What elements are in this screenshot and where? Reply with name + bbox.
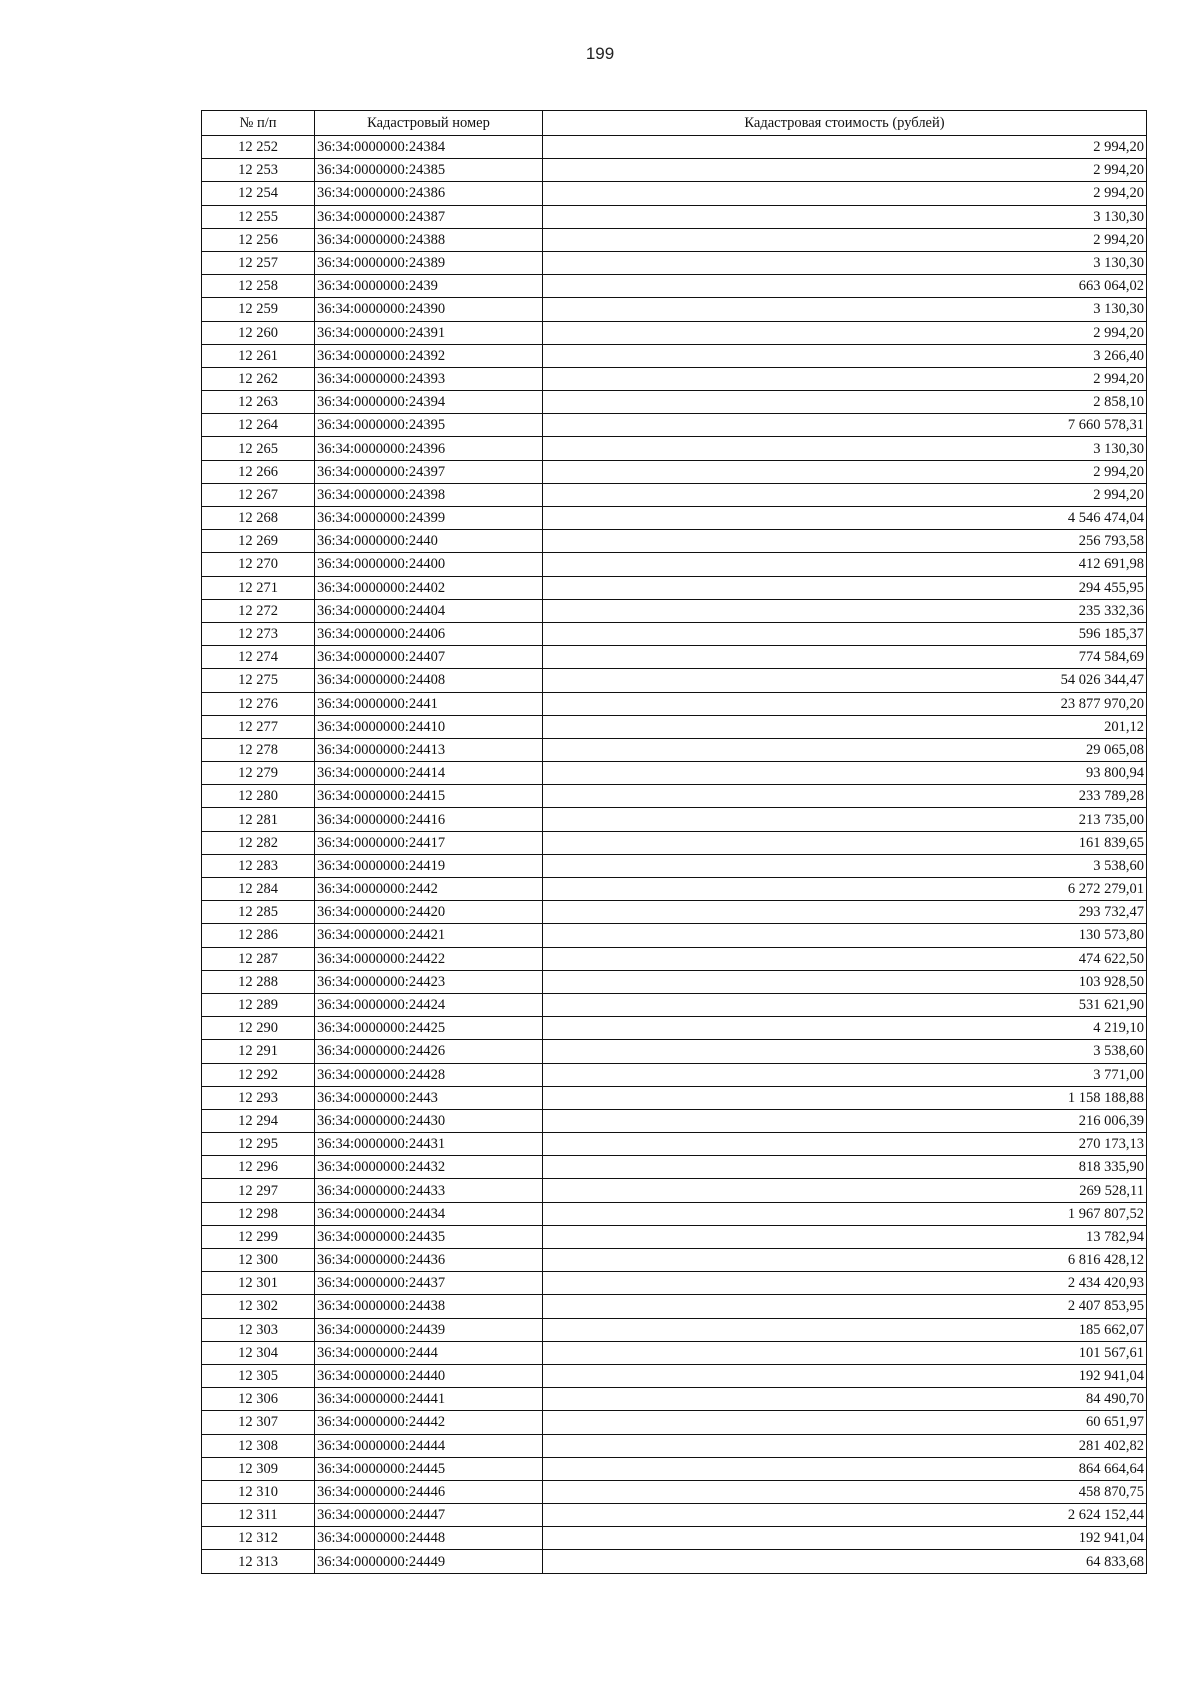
row-number-cell: 12 310 bbox=[202, 1480, 315, 1503]
cadastral-number-cell: 36:34:0000000:24430 bbox=[315, 1109, 543, 1132]
cadastral-number-cell: 36:34:0000000:24417 bbox=[315, 831, 543, 854]
row-number-cell: 12 304 bbox=[202, 1341, 315, 1364]
cadastral-number-cell: 36:34:0000000:24435 bbox=[315, 1225, 543, 1248]
column-header-cadastral-value: Кадастровая стоимость (рублей) bbox=[543, 111, 1147, 136]
cadastral-value-cell: 13 782,94 bbox=[543, 1225, 1147, 1248]
cadastral-value-cell: 103 928,50 bbox=[543, 970, 1147, 993]
cadastral-value-table bbox=[201, 110, 1147, 1574]
cadastral-number-cell: 36:34:0000000:24431 bbox=[315, 1133, 543, 1156]
cadastral-number-cell: 36:34:0000000:2440 bbox=[315, 530, 543, 553]
row-number-cell: 12 272 bbox=[202, 599, 315, 622]
table-row bbox=[202, 692, 1147, 715]
table-row bbox=[202, 970, 1147, 993]
cadastral-number-cell: 36:34:0000000:24407 bbox=[315, 646, 543, 669]
row-number-cell: 12 255 bbox=[202, 205, 315, 228]
row-number-cell: 12 252 bbox=[202, 136, 315, 159]
cadastral-value-cell: 864 664,64 bbox=[543, 1457, 1147, 1480]
table-row bbox=[202, 715, 1147, 738]
row-number-cell: 12 296 bbox=[202, 1156, 315, 1179]
table-body bbox=[202, 136, 1147, 1574]
row-number-cell: 12 297 bbox=[202, 1179, 315, 1202]
cadastral-value-cell: 185 662,07 bbox=[543, 1318, 1147, 1341]
cadastral-value-cell: 474 622,50 bbox=[543, 947, 1147, 970]
row-number-cell: 12 266 bbox=[202, 460, 315, 483]
cadastral-number-cell: 36:34:0000000:24425 bbox=[315, 1017, 543, 1040]
table-row bbox=[202, 1388, 1147, 1411]
cadastral-value-cell: 663 064,02 bbox=[543, 275, 1147, 298]
row-number-cell: 12 258 bbox=[202, 275, 315, 298]
row-number-cell: 12 268 bbox=[202, 507, 315, 530]
cadastral-number-cell: 36:34:0000000:24420 bbox=[315, 901, 543, 924]
cadastral-value-cell: 233 789,28 bbox=[543, 785, 1147, 808]
row-number-cell: 12 281 bbox=[202, 808, 315, 831]
cadastral-value-cell: 3 130,30 bbox=[543, 205, 1147, 228]
row-number-cell: 12 271 bbox=[202, 576, 315, 599]
table-row bbox=[202, 947, 1147, 970]
page-number: 199 bbox=[585, 44, 615, 63]
row-number-cell: 12 262 bbox=[202, 367, 315, 390]
column-header-cadastral-number: Кадастровый номер bbox=[315, 111, 543, 136]
cadastral-value-cell: 256 793,58 bbox=[543, 530, 1147, 553]
table-row bbox=[202, 182, 1147, 205]
cadastral-value-cell: 2 434 420,93 bbox=[543, 1272, 1147, 1295]
table-row bbox=[202, 298, 1147, 321]
cadastral-value-cell: 7 660 578,31 bbox=[543, 414, 1147, 437]
cadastral-value-cell: 293 732,47 bbox=[543, 901, 1147, 924]
table-row bbox=[202, 1063, 1147, 1086]
table-header-row bbox=[202, 111, 1147, 136]
cadastral-number-cell: 36:34:0000000:24398 bbox=[315, 483, 543, 506]
table-row bbox=[202, 1249, 1147, 1272]
row-number-cell: 12 261 bbox=[202, 344, 315, 367]
cadastral-value-cell: 2 994,20 bbox=[543, 228, 1147, 251]
cadastral-value-cell: 93 800,94 bbox=[543, 762, 1147, 785]
table-row bbox=[202, 599, 1147, 622]
row-number-cell: 12 298 bbox=[202, 1202, 315, 1225]
row-number-cell: 12 311 bbox=[202, 1504, 315, 1527]
table-row bbox=[202, 1457, 1147, 1480]
cadastral-number-cell: 36:34:0000000:24449 bbox=[315, 1550, 543, 1573]
row-number-cell: 12 287 bbox=[202, 947, 315, 970]
cadastral-value-cell: 294 455,95 bbox=[543, 576, 1147, 599]
cadastral-value-cell: 201,12 bbox=[543, 715, 1147, 738]
cadastral-number-cell: 36:34:0000000:2441 bbox=[315, 692, 543, 715]
row-number-cell: 12 293 bbox=[202, 1086, 315, 1109]
cadastral-number-cell: 36:34:0000000:24402 bbox=[315, 576, 543, 599]
table-row bbox=[202, 205, 1147, 228]
table-row bbox=[202, 251, 1147, 274]
table-row bbox=[202, 437, 1147, 460]
cadastral-number-cell: 36:34:0000000:24448 bbox=[315, 1527, 543, 1550]
table-header bbox=[202, 111, 1147, 136]
row-number-cell: 12 259 bbox=[202, 298, 315, 321]
table-row bbox=[202, 762, 1147, 785]
cadastral-value-cell: 596 185,37 bbox=[543, 622, 1147, 645]
table-row bbox=[202, 785, 1147, 808]
cadastral-value-cell: 1 158 188,88 bbox=[543, 1086, 1147, 1109]
table-row bbox=[202, 1527, 1147, 1550]
row-number-cell: 12 256 bbox=[202, 228, 315, 251]
cadastral-number-cell: 36:34:0000000:24433 bbox=[315, 1179, 543, 1202]
cadastral-number-cell: 36:34:0000000:24396 bbox=[315, 437, 543, 460]
row-number-cell: 12 286 bbox=[202, 924, 315, 947]
cadastral-value-cell: 818 335,90 bbox=[543, 1156, 1147, 1179]
cadastral-value-cell: 84 490,70 bbox=[543, 1388, 1147, 1411]
row-number-cell: 12 264 bbox=[202, 414, 315, 437]
row-number-cell: 12 274 bbox=[202, 646, 315, 669]
row-number-cell: 12 289 bbox=[202, 993, 315, 1016]
table-row bbox=[202, 1156, 1147, 1179]
cadastral-value-cell: 60 651,97 bbox=[543, 1411, 1147, 1434]
row-number-cell: 12 294 bbox=[202, 1109, 315, 1132]
row-number-cell: 12 276 bbox=[202, 692, 315, 715]
cadastral-value-cell: 270 173,13 bbox=[543, 1133, 1147, 1156]
cadastral-number-cell: 36:34:0000000:24421 bbox=[315, 924, 543, 947]
cadastral-number-cell: 36:34:0000000:24419 bbox=[315, 854, 543, 877]
cadastral-number-cell: 36:34:0000000:24444 bbox=[315, 1434, 543, 1457]
table-row bbox=[202, 1086, 1147, 1109]
row-number-cell: 12 285 bbox=[202, 901, 315, 924]
cadastral-number-cell: 36:34:0000000:2442 bbox=[315, 878, 543, 901]
table-row bbox=[202, 1550, 1147, 1573]
cadastral-value-cell: 54 026 344,47 bbox=[543, 669, 1147, 692]
table-row bbox=[202, 228, 1147, 251]
table-row bbox=[202, 1364, 1147, 1387]
row-number-cell: 12 280 bbox=[202, 785, 315, 808]
row-number-cell: 12 284 bbox=[202, 878, 315, 901]
cadastral-number-cell: 36:34:0000000:24394 bbox=[315, 391, 543, 414]
cadastral-value-cell: 3 538,60 bbox=[543, 854, 1147, 877]
cadastral-value-cell: 2 858,10 bbox=[543, 391, 1147, 414]
cadastral-value-cell: 161 839,65 bbox=[543, 831, 1147, 854]
cadastral-value-cell: 216 006,39 bbox=[543, 1109, 1147, 1132]
cadastral-number-cell: 36:34:0000000:24423 bbox=[315, 970, 543, 993]
cadastral-number-cell: 36:34:0000000:24395 bbox=[315, 414, 543, 437]
cadastral-value-cell: 2 994,20 bbox=[543, 136, 1147, 159]
cadastral-value-cell: 2 994,20 bbox=[543, 460, 1147, 483]
row-number-cell: 12 260 bbox=[202, 321, 315, 344]
cadastral-value-cell: 774 584,69 bbox=[543, 646, 1147, 669]
table-row bbox=[202, 1434, 1147, 1457]
cadastral-number-cell: 36:34:0000000:24400 bbox=[315, 553, 543, 576]
table-row bbox=[202, 808, 1147, 831]
cadastral-number-cell: 36:34:0000000:24440 bbox=[315, 1364, 543, 1387]
row-number-cell: 12 307 bbox=[202, 1411, 315, 1434]
cadastral-value-cell: 3 771,00 bbox=[543, 1063, 1147, 1086]
table-row bbox=[202, 1411, 1147, 1434]
cadastral-number-cell: 36:34:0000000:24387 bbox=[315, 205, 543, 228]
row-number-cell: 12 295 bbox=[202, 1133, 315, 1156]
row-number-cell: 12 300 bbox=[202, 1249, 315, 1272]
cadastral-value-cell: 235 332,36 bbox=[543, 599, 1147, 622]
table-row bbox=[202, 159, 1147, 182]
table-row bbox=[202, 1272, 1147, 1295]
row-number-cell: 12 309 bbox=[202, 1457, 315, 1480]
table-row bbox=[202, 924, 1147, 947]
table-row bbox=[202, 1202, 1147, 1225]
cadastral-value-cell: 458 870,75 bbox=[543, 1480, 1147, 1503]
cadastral-number-cell: 36:34:0000000:24410 bbox=[315, 715, 543, 738]
cadastral-value-cell: 3 538,60 bbox=[543, 1040, 1147, 1063]
cadastral-number-cell: 36:34:0000000:24385 bbox=[315, 159, 543, 182]
cadastral-number-cell: 36:34:0000000:24414 bbox=[315, 762, 543, 785]
cadastral-value-cell: 2 624 152,44 bbox=[543, 1504, 1147, 1527]
cadastral-number-cell: 36:34:0000000:24408 bbox=[315, 669, 543, 692]
cadastral-value-cell: 4 219,10 bbox=[543, 1017, 1147, 1040]
cadastral-value-cell: 192 941,04 bbox=[543, 1364, 1147, 1387]
table-row bbox=[202, 831, 1147, 854]
cadastral-number-cell: 36:34:0000000:24399 bbox=[315, 507, 543, 530]
table-row bbox=[202, 136, 1147, 159]
cadastral-number-cell: 36:34:0000000:24439 bbox=[315, 1318, 543, 1341]
row-number-cell: 12 257 bbox=[202, 251, 315, 274]
row-number-cell: 12 279 bbox=[202, 762, 315, 785]
table-row bbox=[202, 1295, 1147, 1318]
row-number-cell: 12 305 bbox=[202, 1364, 315, 1387]
table-row bbox=[202, 414, 1147, 437]
table-row bbox=[202, 321, 1147, 344]
table-row bbox=[202, 275, 1147, 298]
cadastral-number-cell: 36:34:0000000:24390 bbox=[315, 298, 543, 321]
cadastral-value-cell: 1 967 807,52 bbox=[543, 1202, 1147, 1225]
row-number-cell: 12 267 bbox=[202, 483, 315, 506]
row-number-cell: 12 308 bbox=[202, 1434, 315, 1457]
cadastral-value-cell: 101 567,61 bbox=[543, 1341, 1147, 1364]
cadastral-value-cell: 3 130,30 bbox=[543, 437, 1147, 460]
table-row bbox=[202, 1040, 1147, 1063]
cadastral-number-cell: 36:34:0000000:2443 bbox=[315, 1086, 543, 1109]
table-row bbox=[202, 878, 1147, 901]
cadastral-number-cell: 36:34:0000000:24426 bbox=[315, 1040, 543, 1063]
cadastral-number-cell: 36:34:0000000:24384 bbox=[315, 136, 543, 159]
row-number-cell: 12 303 bbox=[202, 1318, 315, 1341]
row-number-cell: 12 306 bbox=[202, 1388, 315, 1411]
cadastral-number-cell: 36:34:0000000:24424 bbox=[315, 993, 543, 1016]
row-number-cell: 12 299 bbox=[202, 1225, 315, 1248]
row-number-cell: 12 263 bbox=[202, 391, 315, 414]
cadastral-value-cell: 6 816 428,12 bbox=[543, 1249, 1147, 1272]
table-row bbox=[202, 854, 1147, 877]
table-row bbox=[202, 738, 1147, 761]
cadastral-value-cell: 3 130,30 bbox=[543, 298, 1147, 321]
cadastral-number-cell: 36:34:0000000:24404 bbox=[315, 599, 543, 622]
cadastral-value-cell: 29 065,08 bbox=[543, 738, 1147, 761]
row-number-cell: 12 302 bbox=[202, 1295, 315, 1318]
table-row bbox=[202, 1504, 1147, 1527]
cadastral-value-cell: 64 833,68 bbox=[543, 1550, 1147, 1573]
row-number-cell: 12 253 bbox=[202, 159, 315, 182]
table-row bbox=[202, 1318, 1147, 1341]
table-row bbox=[202, 646, 1147, 669]
cadastral-number-cell: 36:34:0000000:24413 bbox=[315, 738, 543, 761]
table-row bbox=[202, 1480, 1147, 1503]
table-row bbox=[202, 1225, 1147, 1248]
cadastral-number-cell: 36:34:0000000:24397 bbox=[315, 460, 543, 483]
cadastral-number-cell: 36:34:0000000:24441 bbox=[315, 1388, 543, 1411]
row-number-cell: 12 301 bbox=[202, 1272, 315, 1295]
cadastral-number-cell: 36:34:0000000:24438 bbox=[315, 1295, 543, 1318]
cadastral-number-cell: 36:34:0000000:24432 bbox=[315, 1156, 543, 1179]
cadastral-number-cell: 36:34:0000000:24393 bbox=[315, 367, 543, 390]
cadastral-value-cell: 2 994,20 bbox=[543, 483, 1147, 506]
table-row bbox=[202, 901, 1147, 924]
table-row bbox=[202, 391, 1147, 414]
cadastral-value-cell: 4 546 474,04 bbox=[543, 507, 1147, 530]
table-row bbox=[202, 530, 1147, 553]
row-number-cell: 12 270 bbox=[202, 553, 315, 576]
table-row bbox=[202, 669, 1147, 692]
cadastral-number-cell: 36:34:0000000:24428 bbox=[315, 1063, 543, 1086]
table-row bbox=[202, 993, 1147, 1016]
cadastral-value-cell: 130 573,80 bbox=[543, 924, 1147, 947]
column-header-row-number: № п/п bbox=[202, 111, 315, 136]
cadastral-value-cell: 2 407 853,95 bbox=[543, 1295, 1147, 1318]
cadastral-number-cell: 36:34:0000000:24391 bbox=[315, 321, 543, 344]
cadastral-value-cell: 269 528,11 bbox=[543, 1179, 1147, 1202]
table-row bbox=[202, 1133, 1147, 1156]
cadastral-value-cell: 192 941,04 bbox=[543, 1527, 1147, 1550]
table-row bbox=[202, 367, 1147, 390]
row-number-cell: 12 269 bbox=[202, 530, 315, 553]
cadastral-value-cell: 281 402,82 bbox=[543, 1434, 1147, 1457]
row-number-cell: 12 277 bbox=[202, 715, 315, 738]
row-number-cell: 12 290 bbox=[202, 1017, 315, 1040]
cadastral-value-cell: 2 994,20 bbox=[543, 321, 1147, 344]
row-number-cell: 12 265 bbox=[202, 437, 315, 460]
cadastral-number-cell: 36:34:0000000:24386 bbox=[315, 182, 543, 205]
cadastral-value-cell: 531 621,90 bbox=[543, 993, 1147, 1016]
cadastral-number-cell: 36:34:0000000:24437 bbox=[315, 1272, 543, 1295]
table-row bbox=[202, 553, 1147, 576]
table-row bbox=[202, 1341, 1147, 1364]
row-number-cell: 12 288 bbox=[202, 970, 315, 993]
cadastral-number-cell: 36:34:0000000:2439 bbox=[315, 275, 543, 298]
cadastral-value-cell: 23 877 970,20 bbox=[543, 692, 1147, 715]
cadastral-number-cell: 36:34:0000000:24446 bbox=[315, 1480, 543, 1503]
cadastral-number-cell: 36:34:0000000:24388 bbox=[315, 228, 543, 251]
cadastral-number-cell: 36:34:0000000:24445 bbox=[315, 1457, 543, 1480]
table-row bbox=[202, 1017, 1147, 1040]
row-number-cell: 12 292 bbox=[202, 1063, 315, 1086]
row-number-cell: 12 282 bbox=[202, 831, 315, 854]
cadastral-number-cell: 36:34:0000000:24392 bbox=[315, 344, 543, 367]
cadastral-value-cell: 2 994,20 bbox=[543, 159, 1147, 182]
table-row bbox=[202, 576, 1147, 599]
table-row bbox=[202, 344, 1147, 367]
cadastral-value-cell: 213 735,00 bbox=[543, 808, 1147, 831]
cadastral-value-cell: 2 994,20 bbox=[543, 182, 1147, 205]
cadastral-value-cell: 412 691,98 bbox=[543, 553, 1147, 576]
table-row bbox=[202, 1179, 1147, 1202]
table-row bbox=[202, 507, 1147, 530]
cadastral-number-cell: 36:34:0000000:24447 bbox=[315, 1504, 543, 1527]
table-row bbox=[202, 1109, 1147, 1132]
cadastral-number-cell: 36:34:0000000:2444 bbox=[315, 1341, 543, 1364]
cadastral-number-cell: 36:34:0000000:24442 bbox=[315, 1411, 543, 1434]
row-number-cell: 12 254 bbox=[202, 182, 315, 205]
table-row bbox=[202, 622, 1147, 645]
row-number-cell: 12 275 bbox=[202, 669, 315, 692]
row-number-cell: 12 291 bbox=[202, 1040, 315, 1063]
cadastral-value-cell: 6 272 279,01 bbox=[543, 878, 1147, 901]
cadastral-number-cell: 36:34:0000000:24406 bbox=[315, 622, 543, 645]
row-number-cell: 12 278 bbox=[202, 738, 315, 761]
cadastral-value-cell: 2 994,20 bbox=[543, 367, 1147, 390]
table-row bbox=[202, 483, 1147, 506]
table-row bbox=[202, 460, 1147, 483]
row-number-cell: 12 283 bbox=[202, 854, 315, 877]
cadastral-value-cell: 3 266,40 bbox=[543, 344, 1147, 367]
row-number-cell: 12 273 bbox=[202, 622, 315, 645]
cadastral-number-cell: 36:34:0000000:24415 bbox=[315, 785, 543, 808]
row-number-cell: 12 313 bbox=[202, 1550, 315, 1573]
cadastral-number-cell: 36:34:0000000:24436 bbox=[315, 1249, 543, 1272]
row-number-cell: 12 312 bbox=[202, 1527, 315, 1550]
cadastral-value-cell: 3 130,30 bbox=[543, 251, 1147, 274]
cadastral-number-cell: 36:34:0000000:24422 bbox=[315, 947, 543, 970]
cadastral-number-cell: 36:34:0000000:24434 bbox=[315, 1202, 543, 1225]
cadastral-number-cell: 36:34:0000000:24389 bbox=[315, 251, 543, 274]
cadastral-number-cell: 36:34:0000000:24416 bbox=[315, 808, 543, 831]
